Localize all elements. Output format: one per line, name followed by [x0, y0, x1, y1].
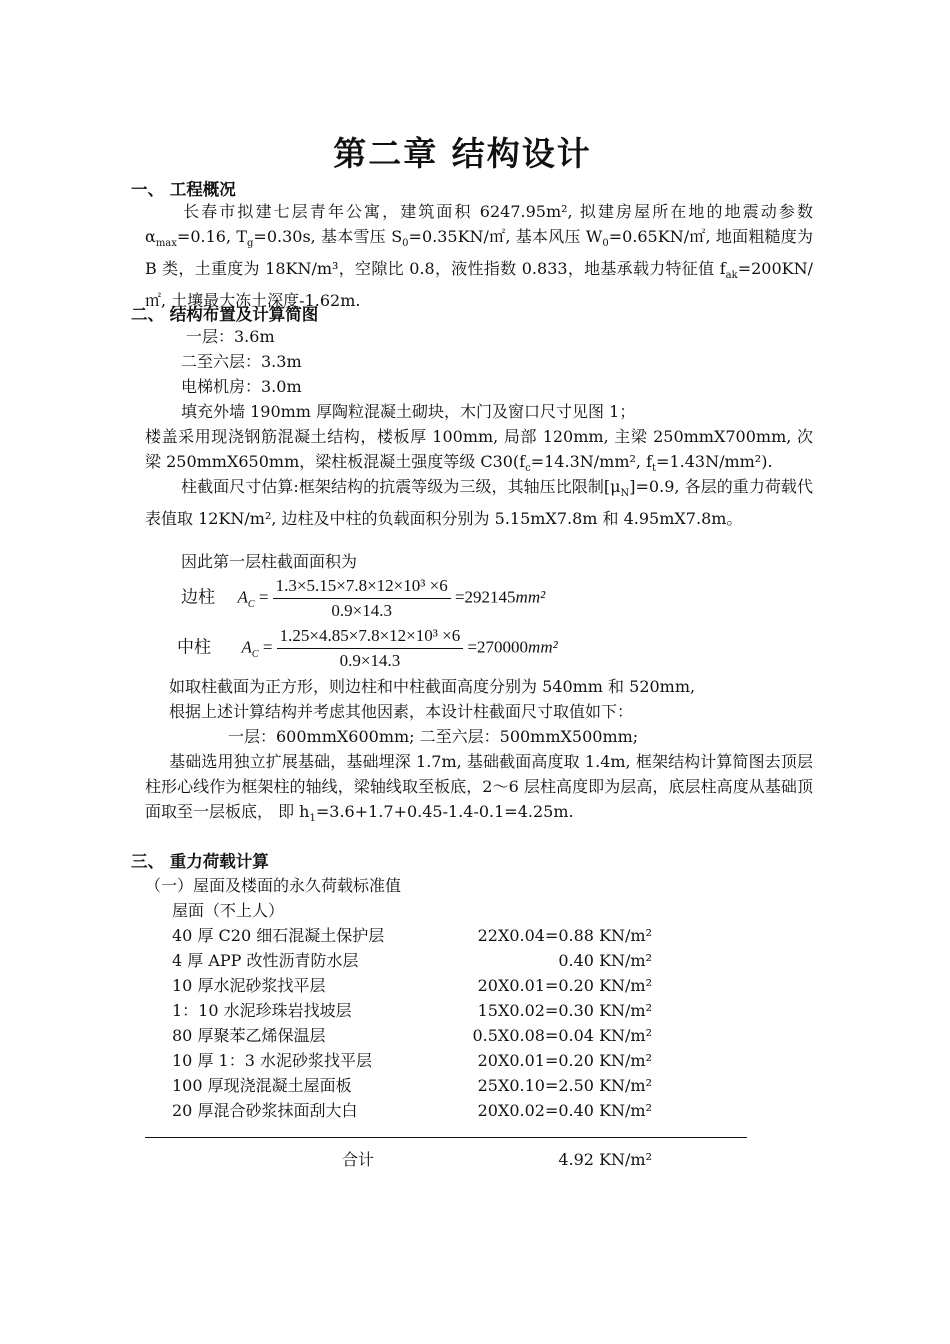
- load-row-name: 40 厚 C20 细石混凝土保护层: [172, 926, 385, 945]
- para-text: =0.30s, 基本雪压 S: [253, 227, 403, 246]
- formula-result: =270000: [467, 637, 529, 657]
- load-row-value: 22X0.04=0.88 KN/m²: [477, 926, 652, 945]
- middle-column-formula: 中柱 $A_C$ = $\frac{\text{1.25×4.85×7.8×12×10³ ×6}}{0.9\times 14.3}$ =270000mm²: [177, 624, 558, 673]
- para-sub: 0: [602, 238, 609, 250]
- formula-lhs: A: [237, 587, 248, 607]
- para-sub: N: [620, 488, 630, 500]
- formula-fraction: [273, 574, 451, 623]
- para-text: =0.16, T: [176, 227, 247, 246]
- floor-height-2-6: 二至六层：3.3m: [181, 352, 302, 371]
- load-row-name: 80 厚聚苯乙烯保温层: [172, 1026, 326, 1045]
- column-sizes-text: 一层：600mmX600mm; 二至六层：500mmX500mm;: [228, 727, 639, 746]
- para-text: =0.35KN/㎡, 基本风压 W: [408, 227, 603, 246]
- roof-label: 屋面（不上人）: [172, 901, 285, 920]
- total-label: 合计: [342, 1150, 375, 1169]
- load-row-value: 20X0.01=0.20 KN/m²: [477, 976, 652, 995]
- load-row-value: 20X0.02=0.40 KN/m²: [477, 1101, 652, 1120]
- load-row-name: 1：10 水泥珍珠岩找坡层: [172, 1001, 352, 1020]
- para-sub: t: [652, 463, 657, 475]
- formula-sub: C: [251, 648, 259, 660]
- subsection-heading: （一）屋面及楼面的永久荷载标准值: [145, 876, 402, 895]
- load-row-name: 10 厚 1：3 水泥砂浆找平层: [172, 1051, 372, 1070]
- para-text: 基础选用独立扩展基础，基础埋深 1.7m, 基础截面高度取 1.4m, 框架结构计算简图去顶层柱形心线作为框架柱的轴线，梁轴线取至板底，2～6 层柱高度即为层高，底层柱高度从基础顶面取至一层板底， 即 h: [145, 752, 813, 821]
- formula-unit: mm²: [515, 587, 546, 607]
- para-sub: 1: [309, 813, 316, 825]
- para-sub: ak: [725, 270, 738, 282]
- load-row-name: 4 厚 APP 改性沥青防水层: [172, 951, 359, 970]
- floor-height-elevator: 电梯机房：3.0m: [181, 377, 302, 396]
- para-text: 楼盖采用现浇钢筋混凝土结构，楼板厚 100mm, 局部 120mm, 主梁 250mmX700mm, 次梁 250mmX650mm，梁柱板混凝土强度等级 C30(f: [145, 427, 813, 471]
- para-text: =0.65KN/㎡, 地面粗糙度为 B 类，土重度为 18KN/m³，空隙比 0.8，液性指数 0.833，地基承载力特征值 f: [145, 227, 813, 279]
- formula-denominator: 0.9×14.3: [339, 651, 401, 670]
- para-text: 参数 α: [145, 202, 813, 246]
- formula-result: =292145: [454, 587, 516, 607]
- load-row-value: 25X0.10=2.50 KN/m²: [477, 1076, 652, 1095]
- formula-unit: mm²: [528, 637, 558, 657]
- formula-sub: C: [247, 598, 255, 610]
- foundation-paragraph: [145, 749, 813, 831]
- formula-fraction: [277, 624, 464, 673]
- para-text: =14.3N/mm², f: [530, 452, 652, 471]
- total-value: 4.92 KN/m²: [558, 1150, 652, 1169]
- load-row-name: 20 厚混合砂浆抹面刮大白: [172, 1101, 358, 1120]
- para-text: =1.43N/mm²).: [656, 452, 773, 471]
- formula-label: 中柱: [177, 637, 211, 657]
- load-row-value: 20X0.01=0.20 KN/m²: [477, 1051, 652, 1070]
- load-row-value: 0.5X0.08=0.04 KN/m²: [472, 1026, 652, 1045]
- edge-column-formula: 边柱 $A_C$ = $\frac{\text{1.3×5.15×7.8×12×10³ ×6}}{0.9\times 14.3}$ =292145mm²: [181, 574, 545, 623]
- therefore-text: 因此第一层柱截面面积为: [181, 552, 358, 571]
- para-sub: 0: [402, 238, 409, 250]
- para-sub: g: [247, 238, 254, 250]
- section-1-heading: 一、 工程概况: [131, 180, 236, 199]
- para-sub: c: [525, 463, 531, 475]
- load-row-value: 15X0.02=0.30 KN/m²: [477, 1001, 652, 1020]
- section-2-heading: 二、 结构布置及计算简图: [131, 305, 319, 324]
- load-row-name: 10 厚水泥砂浆找平层: [172, 976, 326, 995]
- load-row-value: 0.40 KN/m²: [558, 951, 652, 970]
- square-section-text: 如取柱截面为正方形，则边柱和中柱截面高度分别为 540mm 和 520mm,: [169, 677, 696, 696]
- formula-label: 边柱: [181, 587, 215, 607]
- para-sub: max: [155, 238, 177, 250]
- load-row-name: 100 厚现浇混凝土屋面板: [172, 1076, 352, 1095]
- section-3-heading: 三、 重力荷载计算: [131, 852, 269, 871]
- section-1-paragraph: [145, 199, 813, 313]
- para-text: =200KN/㎡, 土壤最大冻土深度-1.62m.: [145, 259, 813, 311]
- formula-numerator: 1.3×5.15×7.8×12×10³ ×6: [273, 574, 451, 599]
- infill-wall-text: 填充外墙 190mm 厚陶粒混凝土砌块，木门及窗口尺寸见图 1；: [181, 402, 636, 421]
- sum-divider: [145, 1137, 747, 1138]
- formula-lhs: A: [241, 637, 252, 657]
- formula-numerator: 1.25×4.85×7.8×12×10³ ×6: [277, 624, 464, 649]
- formula-denominator: 0.9×14.3: [331, 601, 392, 620]
- column-estimate-paragraph: [145, 474, 813, 531]
- floor-height-1: 一层：3.6m: [186, 327, 275, 346]
- chapter-title: 第二章 结构设计: [333, 134, 592, 173]
- slab-paragraph: [145, 424, 813, 481]
- para-text: =3.6+1.7+0.45-1.4-0.1=4.25m.: [315, 802, 574, 821]
- para-text: ]=0.9, 各层的重力荷载代表值取 12KN/m², 边柱及中柱的负载面积分别为 5.15mX7.8m 和 4.95mX7.8m。: [145, 477, 813, 529]
- para-text: 柱截面尺寸估算:框架结构的抗震等级为三级，其轴压比限制[μ: [181, 477, 621, 496]
- para-text: 长春市拟建七层青年公寓，建筑面积 6247.95m², 拟建房屋所在地的地震动: [181, 202, 779, 221]
- design-basis-text: 根据上述计算结构并考虑其他因素，本设计柱截面尺寸取值如下：: [169, 702, 634, 721]
